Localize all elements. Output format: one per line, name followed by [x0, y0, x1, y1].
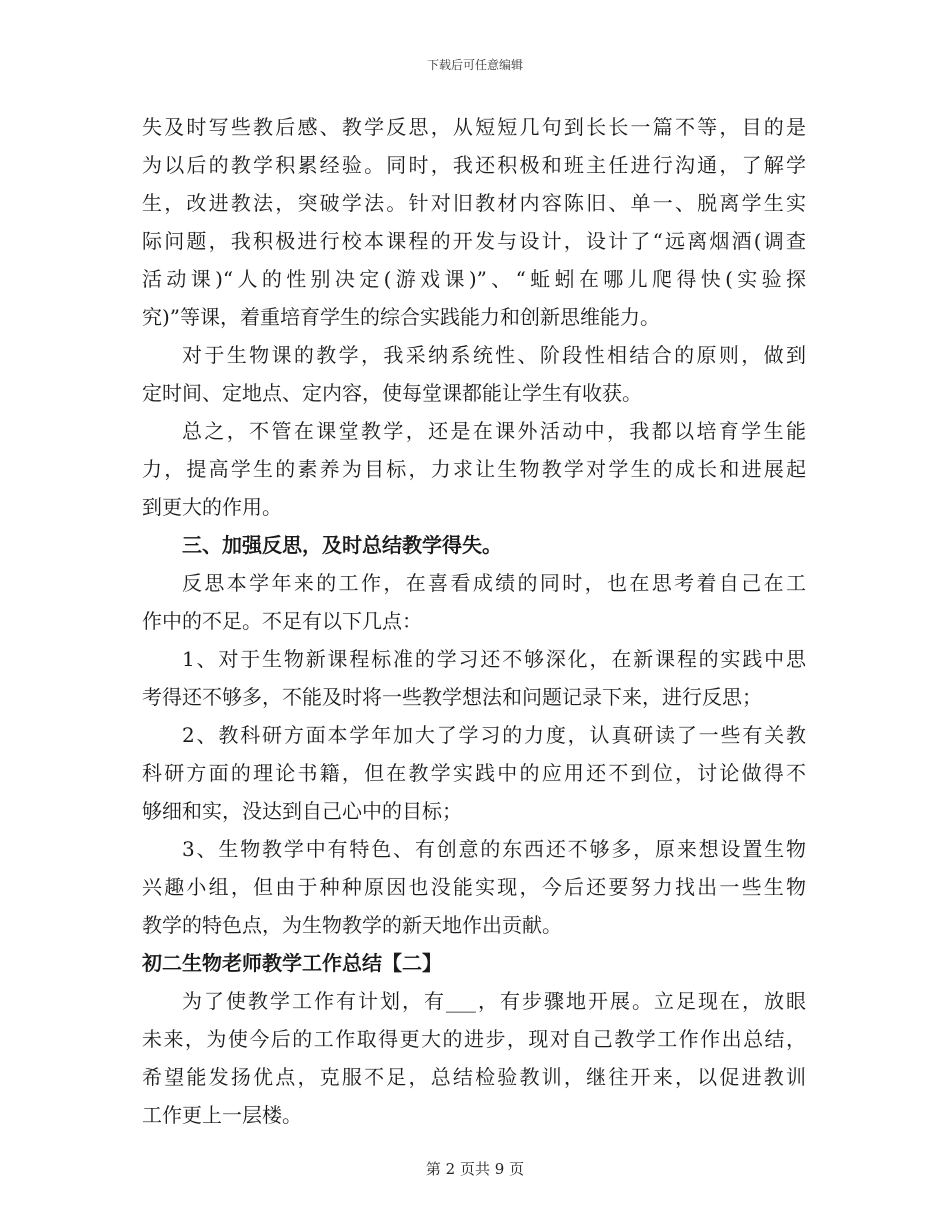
text-line: 际问题，我积极进行校本课程的开发与设计，设计了“远离烟酒(调查	[142, 229, 806, 253]
paragraph	[142, 716, 806, 830]
page-header: 下载后可任意编辑	[426, 58, 523, 72]
text-line: 活动课)“人的性别决定(游戏课)”、“蚯蚓在哪儿爬得快(实验探	[142, 267, 806, 291]
text-line: 未来，为使今后的工作取得更大的进步，现对自己教学工作作出总结，	[142, 1027, 806, 1051]
text-line: 3、生物教学中有特色、有创意的东西还不够多，原来想设置生物	[182, 837, 806, 861]
text-line: 作中的不足。不足有以下几点：	[142, 609, 422, 633]
text-line: 究)”等课，着重培育学生的综合实践能力和创新思维能力。	[142, 305, 661, 329]
paragraph	[142, 336, 806, 412]
paragraph	[142, 564, 806, 640]
text-line: 教学的特色点，为生物教学的新天地作出贡献。	[142, 913, 562, 937]
text-line: 到更大的作用。	[142, 495, 282, 519]
section-heading	[142, 526, 806, 564]
text-line: 考得还不够多，不能及时将一些教学想法和问题记录下来，进行反思；	[142, 685, 762, 709]
text-line: 生，改进教法，突破学法。针对旧教材内容陈旧、单一、脱离学生实	[142, 191, 806, 215]
text-line: 希望能发扬优点，克服不足，总结检验教训，继往开来，以促进教训	[142, 1065, 806, 1089]
paragraph	[142, 108, 806, 336]
text-line: 为了使教学工作有计划，有___，有步骤地开展。立足现在，放眼	[182, 989, 806, 1013]
text-line: 为以后的教学积累经验。同时，我还积极和班主任进行沟通，了解学	[142, 153, 806, 177]
text-line: 1、对于生物新课程标准的学习还不够深化，在新课程的实践中思	[182, 647, 806, 671]
text-line: 兴趣小组，但由于种种原因也没能实现，今后还要努力找出一些生物	[142, 875, 806, 899]
text-line: 反思本学年来的工作，在喜看成绩的同时，也在思考着自己在工	[182, 571, 806, 595]
text-line: 工作更上一层楼。	[142, 1103, 302, 1127]
text-line: 2、教科研方面本学年加大了学习的力度，认真研读了一些有关教	[182, 723, 806, 747]
paragraph	[142, 982, 806, 1134]
text-line: 科研方面的理论书籍，但在教学实践中的应用还不到位，讨论做得不	[142, 761, 806, 785]
paragraph	[142, 830, 806, 944]
text-line: 力，提高学生的素养为目标，力求让生物教学对学生的成长和进展起	[142, 457, 806, 481]
text-line: 初二生物老师教学工作总结【二】	[142, 951, 442, 975]
text-line: 对于生物课的教学，我采纳系统性、阶段性相结合的原则，做到	[182, 343, 806, 367]
text-line: 失及时写些教后感、教学反思，从短短几句到长长一篇不等，目的是	[142, 115, 806, 139]
text-line: 够细和实，没达到自己心中的目标；	[142, 799, 462, 823]
document-body	[142, 108, 806, 1134]
text-line: 总之，不管在课堂教学，还是在课外活动中，我都以培育学生能	[182, 419, 806, 443]
paragraph	[142, 412, 806, 526]
page-footer: 第 2 页共 9 页	[425, 1160, 525, 1178]
text-line: 三、加强反思，及时总结教学得失。	[182, 533, 502, 557]
paragraph	[142, 640, 806, 716]
section-title	[142, 944, 806, 982]
text-line: 定时间、定地点、定内容，使每堂课都能让学生有收获。	[142, 381, 642, 405]
